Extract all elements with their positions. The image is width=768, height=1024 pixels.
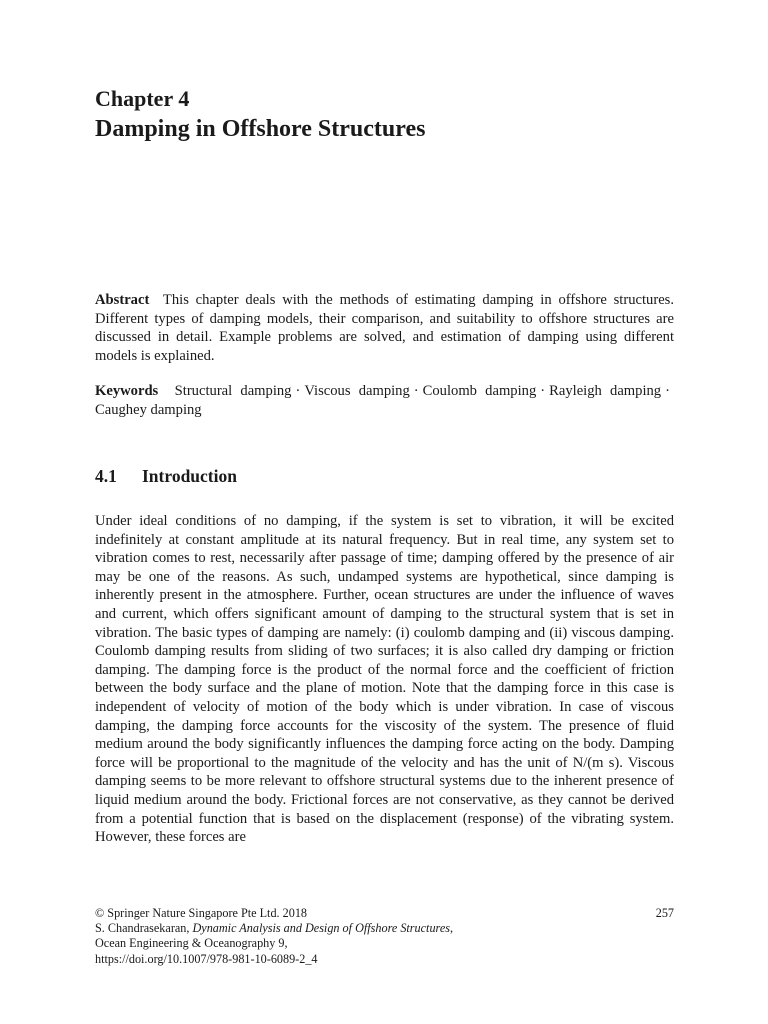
footer-author: S. Chandrasekaran, [95,921,190,936]
keyword-item: Structural damping [174,383,292,399]
footer-doi-link[interactable]: https://doi.org/10.1007/978-981-10-6089-2_4 [95,951,318,966]
footer-copyright: © Springer Nature Singapore Pte Ltd. 2018 [95,906,308,920]
abstract-text: This chapter deals with the methods of estimating damping in offshore structures. Different types of damping models, their comparison, and suitability to offshore structures are discussed in detail. Example problems are solved, and estimation of damping using different models is explained. [95,292,674,364]
abstract [95,291,674,365]
footer-series: Ocean Engineering & Oceanography 9, [95,936,288,951]
keyword-item: Rayleigh damping [549,383,662,399]
section-number: 4.1 [95,466,117,486]
keyword-item: Viscous damping [304,383,410,399]
section-title: Introduction [142,466,237,486]
chapter-title: Damping in Offshore Structures [95,116,426,142]
keyword-separator: · [295,383,301,399]
footer-citation [95,921,674,936]
keyword-separator: · [540,383,546,399]
keyword-item: Caughey damping [95,401,202,418]
chapter-label: Chapter 4 [95,86,190,111]
keyword-separator: · [665,383,670,399]
page-footer [95,906,674,967]
footer-book-title: Dynamic Analysis and Design of Offshore Structures [192,921,450,936]
footer-book-title-suffix: , [449,921,454,936]
keyword-separator: · [413,383,419,399]
keywords [95,382,674,419]
keyword-item: Coulomb damping [422,383,537,399]
keywords-label: Keywords [95,383,159,399]
section-heading [95,465,237,487]
body-paragraph: Under ideal conditions of no damping, if the system is set to vibration, it will be excited indefinitely at constant amplitude at its natural frequency. But in real time, any system set to vibration comes to rest, necessarily after passage of time; damping offered by the presence of air may be one of the reasons. As such, undamped systems are hypothetical, since damping is inherently present in the atmosphere. Further, ocean structures are under the influence of waves and current, which offers significant amount of damping to the structural system that is set in vibration. The basic types of damping are namely: (i) coulomb damping and (ii) viscous damping. Coulomb damping results from sliding of two surfaces; it is also called dry damping or friction damping. The damping force is the product of the normal force and the coefficient of friction between the body surface and the plane of motion. Note that the damping force in this case is independent of velocity of motion of the body which is under vibration. In case of viscous damping, the damping force accounts for the viscosity of the system. The presence of fluid medium around the body significantly influences the damping force acting on the body. Damping force will be proportional to the magnitude of the velocity and has the unit of N/(m s). Viscous damping seems to be more relevant to offshore structural systems due to the inherent presence of liquid medium around the body. Frictional forces are not conservative, as they cannot be derived from a potential function that is based on the displacement (response) of the vibrating system. However, these forces are [95,513,674,846]
document-page [95,0,674,1024]
page-number: 257 [655,906,674,920]
abstract-label: Abstract [95,292,150,308]
